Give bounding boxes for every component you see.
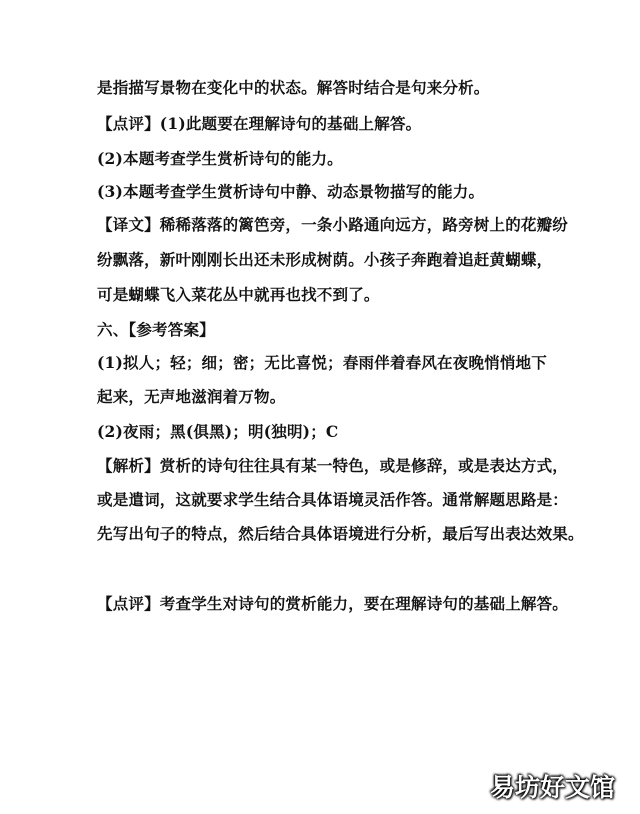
text-line: (2)夜雨；黑(俱黑)；明(独明)；C xyxy=(97,422,339,441)
text-line: 是指描写景物在变化中的状态。解答时结合是句来分析。 xyxy=(97,78,490,97)
text-line: 或是遣词，这就要求学生结合具体语境灵活作答。通常解题思路是： xyxy=(97,490,569,509)
text-line: 纷飘落，新叶刚刚长出还未形成树荫。小孩子奔跑着追赶黄蝴蝶， xyxy=(97,250,553,269)
text-line: (2)本题考查学生赏析诗句的能力。 xyxy=(97,149,343,168)
text-line: 【点评】(1)此题要在理解诗句的基础上解答。 xyxy=(97,114,422,133)
text-line: (3)本题考查学生赏析诗句中静、动态景物描写的能力。 xyxy=(97,182,485,201)
text-line: 先写出句子的特点，然后结合具体语境进行分析，最后写出表达效果。 xyxy=(97,524,584,543)
text-line: 【译文】稀稀落落的篱笆旁，一条小路通向远方，路旁树上的花瓣纷 xyxy=(97,215,569,234)
text-line: 【点评】考查学生对诗句的赏析能力，要在理解诗句的基础上解答。 xyxy=(97,594,569,613)
text-line: (1)拟人；轻；细；密；无比喜悦；春雨伴着春风在夜晚悄悄地下 xyxy=(97,353,547,372)
text-line: 起来，无声地滋润着万物。 xyxy=(97,387,286,406)
text-line: 可是蝴蝶飞入菜花丛中就再也找不到了。 xyxy=(97,285,380,304)
watermark-text: 易坊好文馆 xyxy=(490,773,616,802)
text-line: 【解析】赏析的诗句往往具有某一特色，或是修辞，或是表达方式， xyxy=(97,456,569,475)
section-heading: 六、【参考答案】 xyxy=(97,320,215,339)
